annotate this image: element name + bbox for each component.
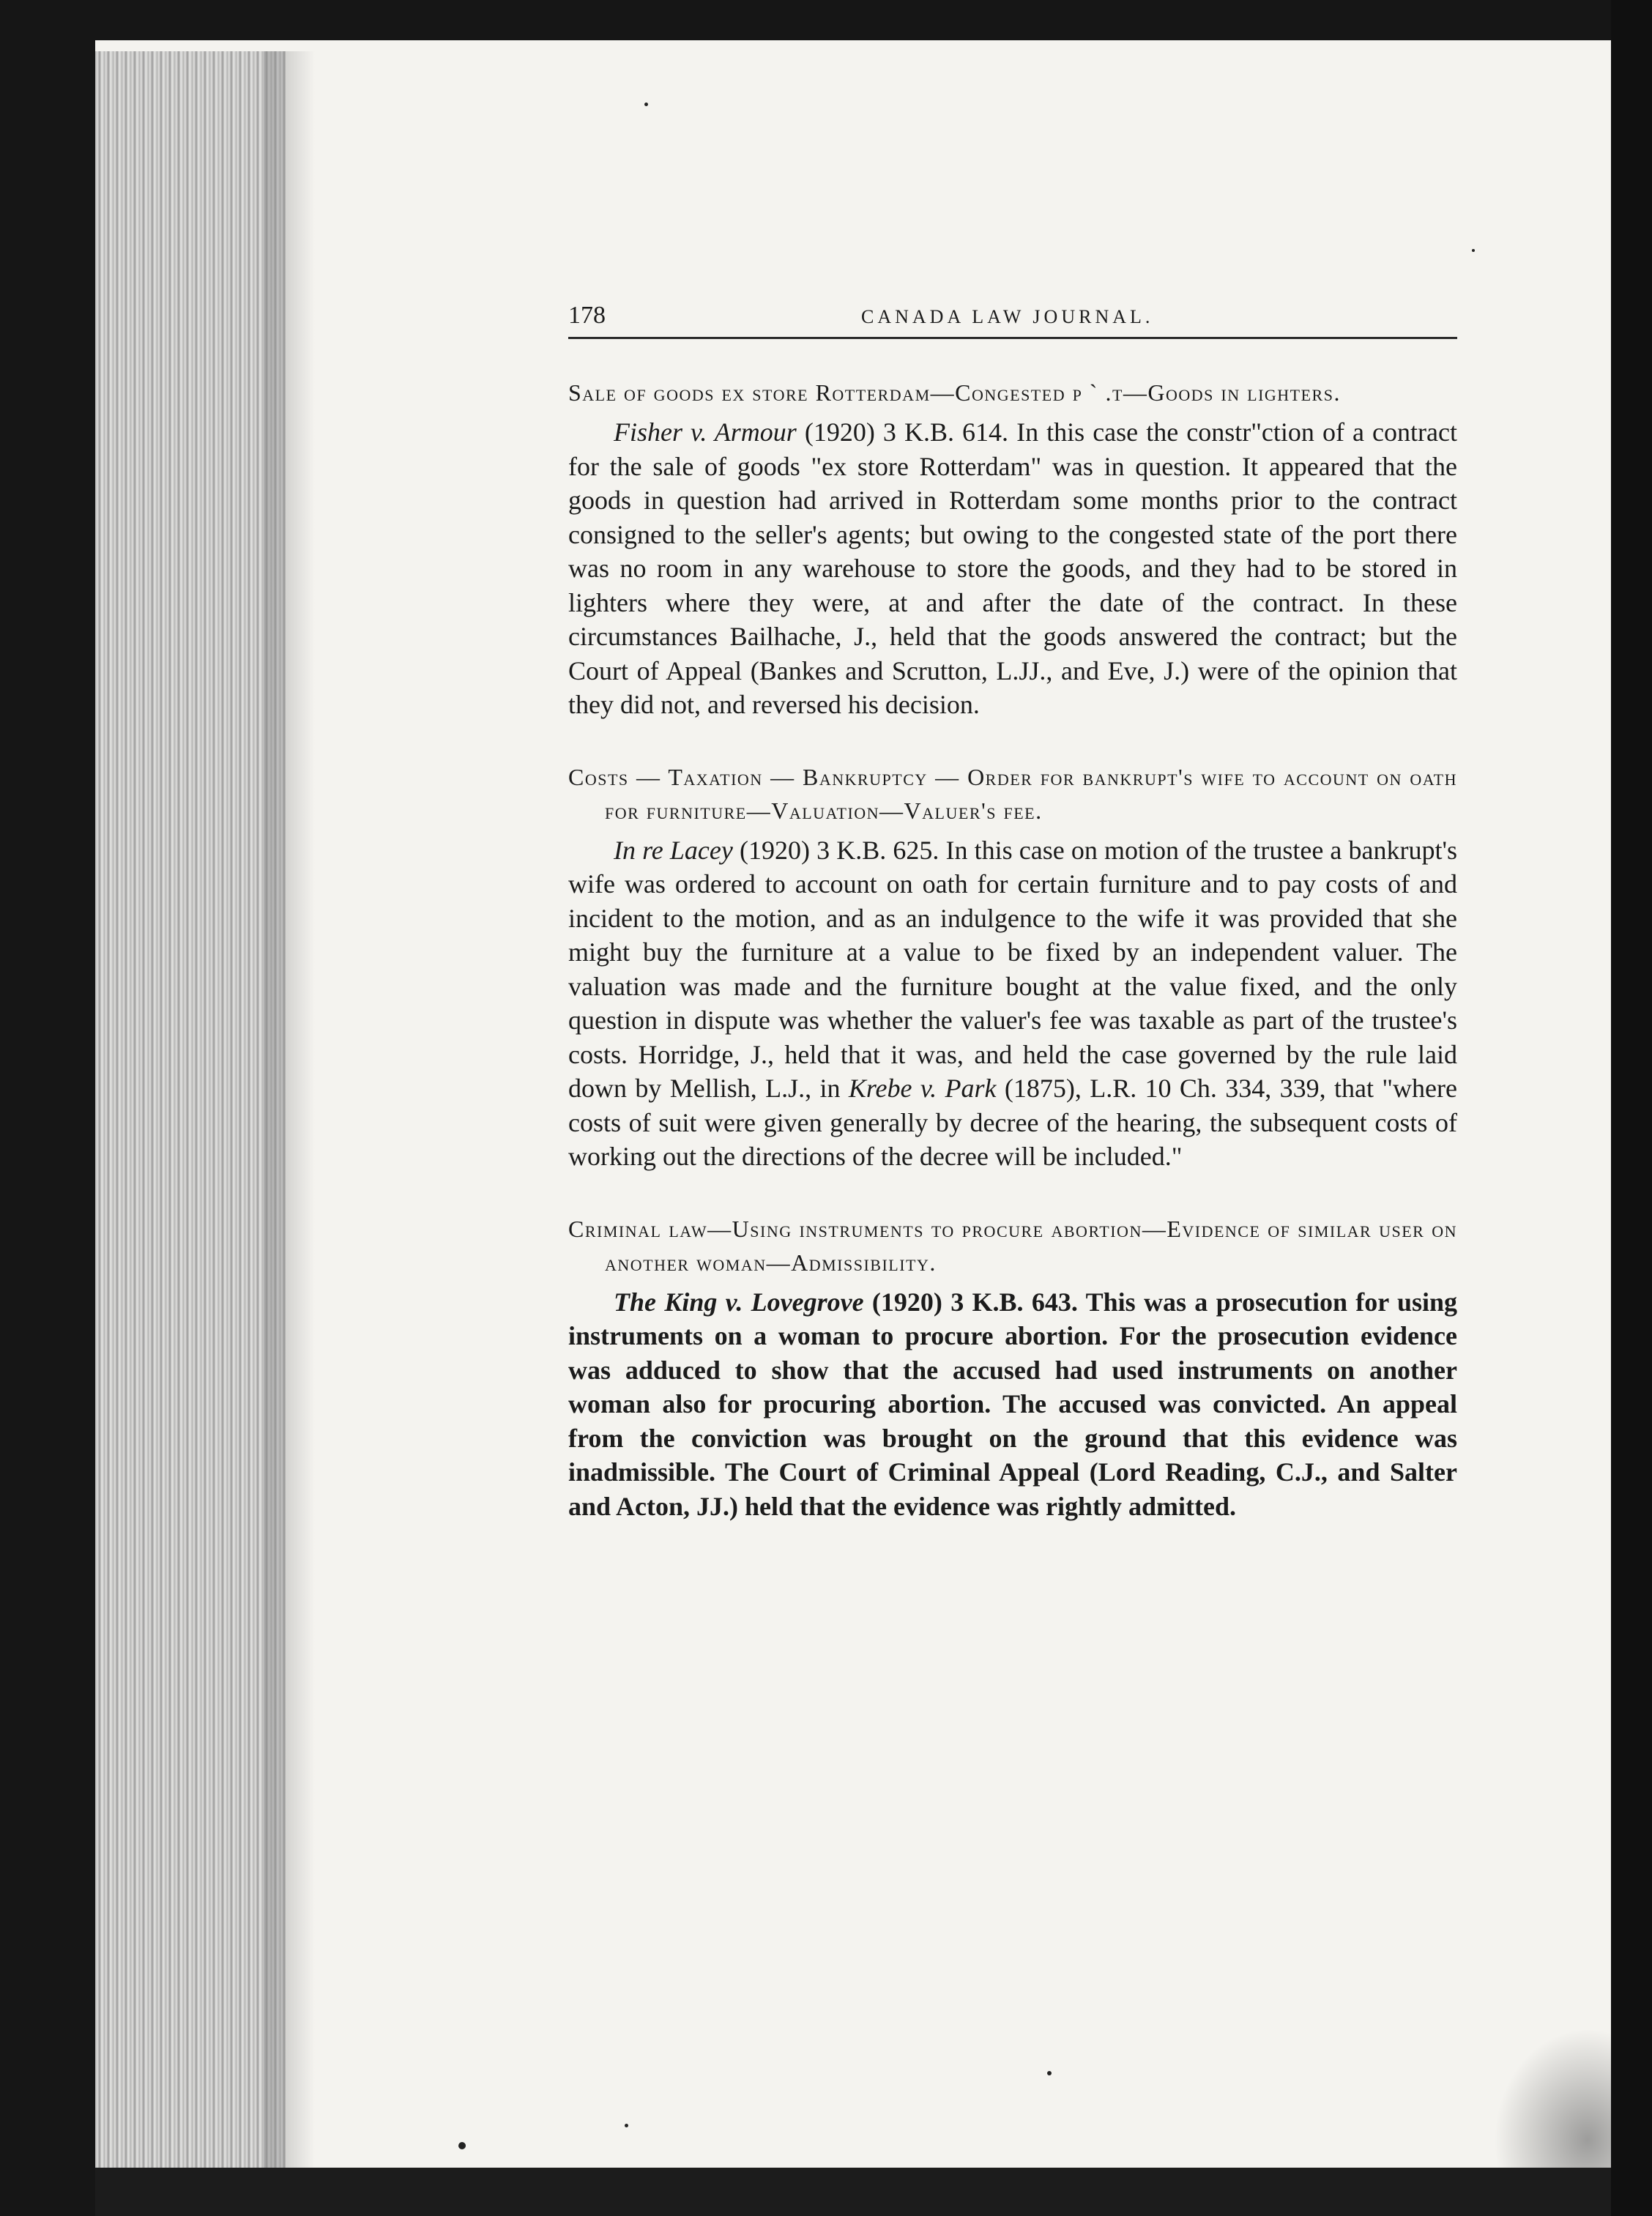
case-body bbox=[568, 415, 1457, 722]
right-scan-border bbox=[1611, 0, 1652, 2216]
case-text: In this case on motion of the trustee a bankrupt's wife was ordered to account on oath for certain furniture and to pay costs of and incident to the motion, and as an indulgence to the wife it was provided that she might buy the furniture at a value to be fixed by an independent valuer. The valuation was made and the furniture bought at the value fixed, and the only question in dispute was whether the valuer's fee was taxable as part of the trustee's costs. Horridge, J., held that it was, and held the case governed by the rule laid down by Mellish, L.J., in bbox=[568, 835, 1457, 1103]
ink-speck bbox=[1047, 2071, 1052, 2075]
case-body bbox=[568, 1285, 1457, 1524]
case-text: In this case the constr"ction of a contract for the sale of goods "ex store Rotterdam" was in question. It appeared that the goods in question had arrived in Rotterdam some months prior to the contract consigned to the seller's agents; but owing to the congested state of the port there was no room in any warehouse to store the goods, and they had to be stored in lighters where they were, at and after the date of the contract. In these circumstances Bailhache, J., held that the goods answered the contract; but the Court of Appeal (Bankes and Scrutton, L.JJ., and Eve, J.) were of the opinion that they did not, and reversed his decision. bbox=[568, 417, 1457, 719]
case-headnote: Sale of goods ex store Rotterdam—Congested p ` .t—Goods in lighters. bbox=[568, 379, 1341, 406]
corner-smudge bbox=[1494, 2029, 1611, 2168]
case-text: This was a prosecution for using instruments on a woman to procure abortion. For the prosecution evidence was adduced to show that the accused had used instruments on another woman also for procuring abortion. The accused was convicted. An appeal from the conviction was brought on the ground that this evidence was inadmissible. The Court of Criminal Appeal (Lord Reading, C.J., and Salter and Acton, JJ.) held that the evidence was rightly admitted. bbox=[568, 1287, 1457, 1521]
case-citation: (1920) 3 K.B. 614. bbox=[804, 417, 1009, 447]
ink-speck bbox=[644, 103, 648, 106]
case-citation: (1920) 3 K.B. 643. bbox=[871, 1287, 1078, 1317]
case-name: Fisher v. Armour bbox=[614, 417, 797, 447]
case-name: The King v. Lovegrove bbox=[614, 1287, 864, 1317]
ink-speck bbox=[625, 2124, 628, 2127]
case-section bbox=[568, 1212, 1457, 1524]
bottom-scan-border bbox=[95, 2168, 1611, 2216]
case-section bbox=[568, 760, 1457, 1174]
running-head bbox=[568, 293, 1457, 339]
ink-speck bbox=[1472, 249, 1475, 252]
case-headnote: Criminal law—Using instruments to procure abortion—Evidence of similar user on another woman—Admissibility. bbox=[568, 1215, 1457, 1276]
case-text-continued: (1875), L.R. 10 Ch. 334, 339, that "where costs of suit were given generally by decree of the hearing, the subsequent costs of working out the directions of the decree will be included." bbox=[568, 1074, 1458, 1171]
gutter-fade bbox=[264, 51, 315, 2175]
ink-speck bbox=[458, 2142, 466, 2149]
document-content bbox=[568, 293, 1457, 1523]
page-number: 178 bbox=[568, 302, 606, 329]
journal-title: CANADA LAW JOURNAL. bbox=[861, 306, 1154, 327]
case-headnote: Costs — Taxation — Bankruptcy — Order for bankrupt's wife to account on oath for furniture—Valuation—Valuer's fee. bbox=[568, 763, 1457, 824]
cited-case-name: Krebe v. Park bbox=[848, 1074, 997, 1103]
case-section bbox=[568, 376, 1457, 722]
case-citation: (1920) 3 K.B. 625. bbox=[740, 835, 940, 865]
binding-gutter-shadow bbox=[95, 51, 286, 2175]
case-name: In re Lacey bbox=[614, 835, 733, 865]
case-body bbox=[568, 833, 1457, 1174]
